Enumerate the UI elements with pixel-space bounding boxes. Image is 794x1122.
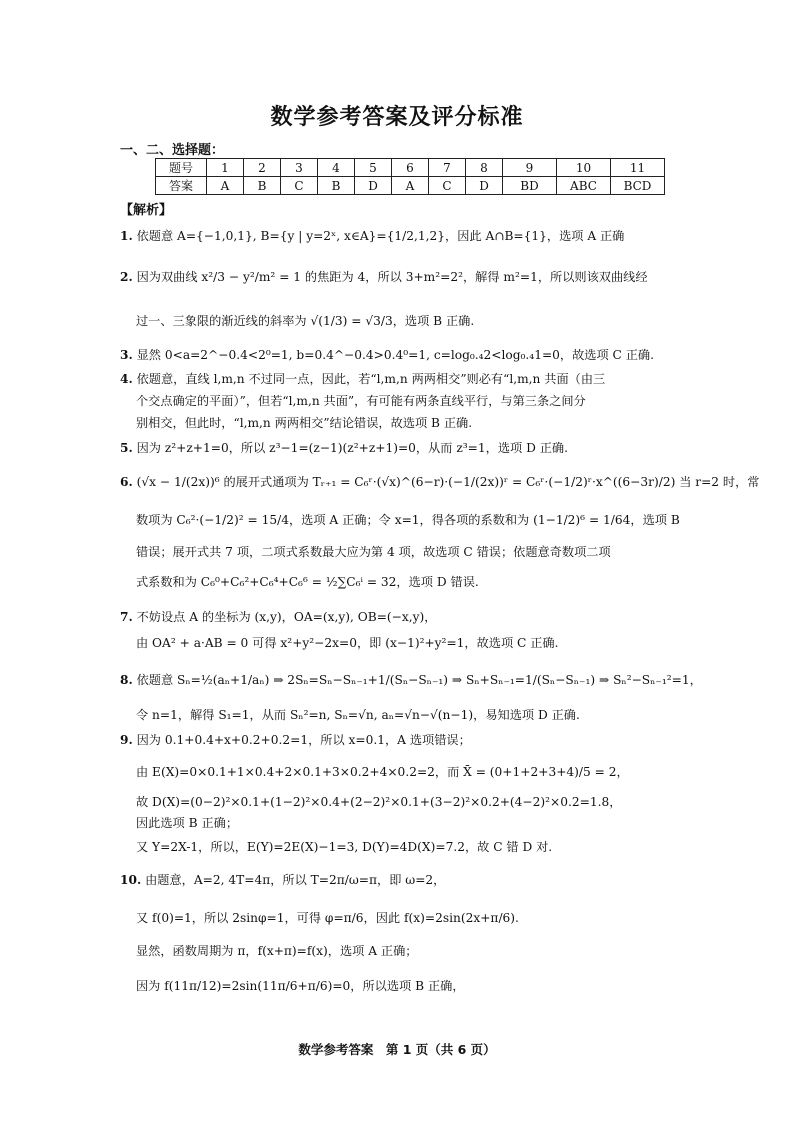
solution-text: 因为 0.1+0.4+x+0.2+0.2=1，所以 x=0.1，A 选项错误； <box>132 733 471 747</box>
solution-text: 错误；展开式共 7 项，二项式系数最大应为第 4 项，故选项 C 错误；依题意奇数项二项 <box>136 545 611 559</box>
solution-line <box>120 228 680 244</box>
answer-cell: B <box>244 177 281 195</box>
solution-text: 别相交，但此时，“l,m,n 两两相交”结论错误，故选项 B 正确. <box>136 416 473 430</box>
solution-text: 依题意 Sₙ=½(aₙ+1/aₙ) ⇒ 2Sₙ=Sₙ−Sₙ₋₁+1/(Sₙ−Sₙ₋₁) ⇒ Sₙ+Sₙ₋₁=1/(Sₙ−Sₙ₋₁) ⇒ Sₙ²−Sₙ₋₁²=1， <box>132 673 702 687</box>
solution-line <box>120 371 680 387</box>
answer-cell: A <box>207 177 244 195</box>
solution-text: 由 E(X)=0×0.1+1×0.4+2×0.1+3×0.2+4×0.2=2，而 X̄ = (0+1+2+3+4)/5 = 2， <box>136 765 629 779</box>
solution-text: 因为双曲线 x²/3 − y²/m² = 1 的焦距为 4，所以 3+m²=2²，解得 m²=1，所以则该双曲线经 <box>132 270 648 284</box>
solution-text: 个交点确定的平面）”，但若“l,m,n 共面”，有可能有两条直线平行，与第三条之间分 <box>136 394 586 408</box>
solution-number: 7. <box>120 610 133 624</box>
question-number: 6 <box>392 159 429 177</box>
answer-cell: BD <box>503 177 557 195</box>
solution-line <box>120 347 680 363</box>
analysis-heading: 【解析】 <box>120 203 173 218</box>
answer-cell: ABC <box>557 177 611 195</box>
solution-line <box>136 839 680 855</box>
question-number: 3 <box>281 159 318 177</box>
answer-table-header-row <box>156 159 665 177</box>
solution-line <box>136 978 680 994</box>
solution-text: 因此选项 B 正确； <box>136 816 239 830</box>
solution-text: (√x − 1/(2x))⁶ 的展开式通项为 Tᵣ₊₁ = C₆ʳ·(√x)^(6−r)·(−1/(2x))ʳ = C₆ʳ·(−1/2)ʳ·x^((6−3r)/2) 当 r=2 时，常 <box>132 475 760 489</box>
section-heading-choice: 一、二、选择题： <box>120 143 225 158</box>
solution-text: 又 Y=2X-1，所以，E(Y)=2E(X)−1=3, D(Y)=4D(X)=7.2，故 C 错 D 对. <box>136 840 553 854</box>
answer-cell: D <box>466 177 503 195</box>
solution-text: 令 n=1，解得 S₁=1，从而 Sₙ²=n, Sₙ=√n, aₙ=√n−√(n−1)，易知选项 D 正确. <box>136 708 580 722</box>
answer-cell: B <box>318 177 355 195</box>
answer-cell: C <box>281 177 318 195</box>
question-number: 1 <box>207 159 244 177</box>
page-footer: 数学参考答案 第 1 页（共 6 页） <box>298 1042 496 1057</box>
solution-line <box>136 635 680 651</box>
solution-line <box>136 707 680 723</box>
solution-text: 显然，函数周期为 π，f(x+π)=f(x)，选项 A 正确； <box>136 944 418 958</box>
solution-line <box>136 943 680 959</box>
solution-text: 由题意，A=2, 4T=4π，所以 T=2π/ω=π，即 ω=2， <box>141 873 446 887</box>
question-number: 10 <box>557 159 611 177</box>
solution-line <box>136 512 680 528</box>
solution-number: 5. <box>120 441 133 455</box>
solution-line <box>136 313 680 329</box>
question-number: 2 <box>244 159 281 177</box>
solution-number: 8. <box>120 673 133 687</box>
answer-cell: BCD <box>611 177 665 195</box>
question-number: 9 <box>503 159 557 177</box>
solution-text: 不妨设点 A 的坐标为 (x,y)，OA=(x,y), OB=(−x,y)， <box>132 610 437 624</box>
solution-line <box>120 672 702 688</box>
solution-text: 显然 0<a=2^−0.4<2⁰=1, b=0.4^−0.4>0.4⁰=1, c=log₀.₄2<log₀.₄1=0，故选项 C 正确. <box>132 348 654 362</box>
solution-text: 因为 f(11π/12)=2sin(11π/6+π/6)=0，所以选项 B 正确， <box>136 979 465 993</box>
solution-line <box>120 732 680 748</box>
solution-line <box>136 764 680 780</box>
question-number: 4 <box>318 159 355 177</box>
solution-number: 2. <box>120 270 133 284</box>
solution-line <box>120 269 680 285</box>
solution-line <box>120 609 680 625</box>
question-number: 5 <box>355 159 392 177</box>
solution-text: 又 f(0)=1，所以 2sinφ=1，可得 φ=π/6，因此 f(x)=2sin(2x+π/6). <box>136 911 519 925</box>
solution-text: 数项为 C₆²·(−1/2)² = 15/4，选项 A 正确；令 x=1，得各项的系数和为 (1−1/2)⁶ = 1/64，选项 B <box>136 513 680 527</box>
solution-line <box>120 474 760 490</box>
solution-text: 因为 z²+z+1=0，所以 z³−1=(z−1)(z²+z+1)=0，从而 z³=1，选项 D 正确. <box>132 441 568 455</box>
solution-line <box>136 815 680 831</box>
solution-number: 1. <box>120 229 133 243</box>
solution-line <box>136 393 680 409</box>
answer-table <box>155 158 665 195</box>
solution-text: 依题意 A={−1,0,1}, B={y | y=2ˣ, x∈A}={1/2,1,2}，因此 A∩B={1}，选项 A 正确 <box>132 229 625 243</box>
answer-table-header-label: 题号 <box>156 159 207 177</box>
solution-number: 10. <box>120 873 142 887</box>
solution-text: 由 OA² + a·AB = 0 可得 x²+y²−2x=0，即 (x−1)²+y²=1，故选项 C 正确. <box>136 636 559 650</box>
page-title: 数学参考答案及评分标准 <box>270 105 524 130</box>
question-number: 8 <box>466 159 503 177</box>
answer-table-answer-row <box>156 177 665 195</box>
solution-number: 3. <box>120 348 133 362</box>
answer-cell: D <box>355 177 392 195</box>
question-number: 7 <box>429 159 466 177</box>
solution-number: 6. <box>120 475 133 489</box>
solution-text: 依题意，直线 l,m,n 不过同一点，因此，若“l,m,n 两两相交”则必有“l,m,n 共面（由三 <box>132 372 606 386</box>
question-number: 11 <box>611 159 665 177</box>
solution-line <box>120 872 680 888</box>
solution-text: 式系数和为 C₆⁰+C₆²+C₆⁴+C₆⁶ = ½∑C₆ⁱ = 32，选项 D 错误. <box>136 575 479 589</box>
solution-text: 过一、三象限的渐近线的斜率为 √(1/3) = √3/3，选项 B 正确. <box>136 314 475 328</box>
answer-table-answer-label: 答案 <box>156 177 207 195</box>
solution-line <box>136 544 680 560</box>
solution-line <box>136 574 680 590</box>
solution-line <box>136 910 680 926</box>
solution-line <box>136 794 680 810</box>
solution-text: 故 D(X)=(0−2)²×0.1+(1−2)²×0.4+(2−2)²×0.1+(3−2)²×0.2+(4−2)²×0.2=1.8， <box>136 795 622 809</box>
solution-line <box>120 440 680 456</box>
answer-cell: C <box>429 177 466 195</box>
solution-number: 9. <box>120 733 133 747</box>
solution-line <box>136 415 680 431</box>
answer-cell: A <box>392 177 429 195</box>
solution-number: 4. <box>120 372 133 386</box>
